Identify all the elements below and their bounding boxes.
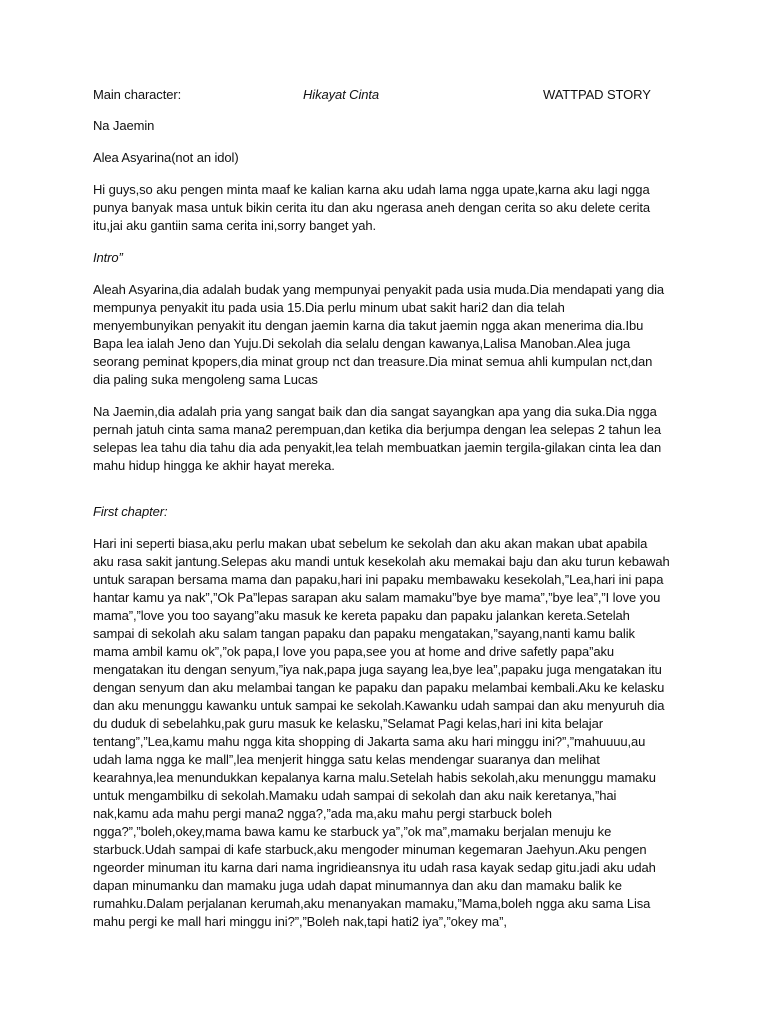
text-line: aku rasa sakit jantung.Selepas aku mandi untuk kesekolah aku memakai baju dan aku turun kebawah xyxy=(93,554,670,569)
text-line: mengatakan itu dengan senyum,”iya nak,papa juga sayang lea,bye lea”,papaku juga mengatakan itu xyxy=(93,662,662,677)
text-line: sampai di sekolah aku salam tangan papaku dan papaku mengatakan,”sayang,nanti kamu balik xyxy=(93,626,635,641)
text-line: udah lama ngga ke mall”,lea menjerit hingga satu kelas mendengar suaranya dan melihat xyxy=(93,752,600,767)
main-character-label: Main character: xyxy=(93,87,182,102)
text-line: menyembunyikan penyakit itu dengan jaemin karna dia takut jaemin ngga akan menerima dia.Ibu xyxy=(93,318,644,333)
text-line: dapan minumanku dan mamaku juga udah dapat minumannya dan aku dan mamaku balik ke xyxy=(93,878,622,893)
text-line: untuk sarapan bersama mama dan papaku,hari ini papaku membawaku kesekolah,”Lea,hari ini papa xyxy=(93,572,664,587)
text-line: tentang”,”Lea,kamu mahu ngga kita shopping di Jakarta sama aku hari minggu ini?”,”mahuuuu,au xyxy=(93,734,646,749)
text-line: Hi guys,so aku pengen minta maaf ke kalian karna aku udah lama ngga upate,karna aku lagi ngga xyxy=(93,182,650,197)
text-line: nak,kamu ada mahu pergi mana2 ngga?,”ada ma,aku mahu pergi starbuck boleh xyxy=(93,806,552,821)
author-note xyxy=(93,181,673,235)
text-line: mama”,”love you too sayang”aku masuk ke kereta papaku dan papaku jalankan kereta.Setelah xyxy=(93,608,630,623)
text-line: selepas lea tahu dia tahu dia ada penyakit,lea telah membuatkan jaemin tergila-gilakan cinta lea dan xyxy=(93,440,662,455)
text-line: du duduk di sebelahku,pak guru masuk ke kelasku,”Selamat Pagi kelas,hari ini kita belajar xyxy=(93,716,603,731)
text-line: Na Jaemin,dia adalah pria yang sangat baik dan dia sangat sayangkan apa yang dia suka.Dia ngga xyxy=(93,404,657,419)
story-title: Hikayat Cinta xyxy=(303,87,380,102)
chapter-heading: First chapter: xyxy=(93,504,168,519)
text-line: Bapa lea ialah Jeno dan Yuju.Di sekolah dia selalu dengan kawanya,Lalisa Manoban.Alea juga xyxy=(93,336,631,351)
text-line: mahu hidup hingga ke akhir hayat mereka. xyxy=(93,458,335,473)
text-line: untuk mengambilku di sekolah.Mamaku udah sampai di sekolah dan aku naik keretanya,”hai xyxy=(93,788,617,803)
text-line: dengan senyum dan aku melambai tangan ke papaku dan papaku melambai kembali.Aku ke kelasku xyxy=(93,680,665,695)
document-header xyxy=(93,86,673,104)
story-source: WATTPAD STORY xyxy=(543,87,651,102)
intro-heading: Intro” xyxy=(93,250,123,265)
intro-paragraph-1 xyxy=(93,281,673,389)
text-line: pernah jatuh cinta sama mana2 perempuan,dan ketika dia berjumpa dengan lea selepas 2 tahun lea xyxy=(93,422,662,437)
text-line: Aleah Asyarina,dia adalah budak yang mempunyai penyakit pada usia muda.Dia mendapati yang dia xyxy=(93,282,665,297)
text-line: mama ambil kamu ok”,”ok papa,I love you papa,see you at home and drive safetly papa”aku xyxy=(93,644,614,659)
text-line: mempunya penyakit itu pada usia 15.Dia perlu minum ubat sakit hari2 dan dia telah xyxy=(93,300,565,315)
text-line: ngga?”,”boleh,okey,mama bawa kamu ke starbuck ya”,”ok ma”,mamaku berjalan menuju ke xyxy=(93,824,612,839)
text-line: seorang peminat kpopers,dia minat group nct dan treasure.Dia minat semua ahli kumpulan nct,dan xyxy=(93,354,653,369)
chapter-body xyxy=(93,535,673,931)
text-line: starbuck.Udah sampai di kafe starbuck,aku mengoder minuman kegemaran Jaehyun.Aku pengen xyxy=(93,842,647,857)
text-line: itu,jai aku gantiin sama cerita ini,sorry banget yah. xyxy=(93,218,377,233)
text-line: hantar kamu ya nak”,”Ok Pa”lepas sarapan aku salam mamaku”bye bye mama”,”bye lea”,”I love you xyxy=(93,590,661,605)
text-line: punya banyak masa untuk bikin cerita itu dan aku ngerasa aneh dengan cerita so aku delete cerita xyxy=(93,200,650,215)
text-line: ngeorder minuman itu karna dari nama ingridieansnya itu udah rasa kayak sedap gitu.jadi aku udah xyxy=(93,860,656,875)
document-page xyxy=(93,86,673,945)
intro-paragraph-2 xyxy=(93,403,673,475)
text-line: dan aku menunggu kawanku untuk sampai ke sekolah.Kawanku udah sampai dan aku menyuruh dia xyxy=(93,698,665,713)
character-2: Alea Asyarina(not an idol) xyxy=(93,150,239,165)
text-line: kearahnya,lea menundukkan kepalanya karna malu.Setelah habis sekolah,aku menunggu mamaku xyxy=(93,770,656,785)
character-1: Na Jaemin xyxy=(93,118,155,133)
text-line: dia paling suka mengoleng sama Lucas xyxy=(93,372,318,387)
text-line: rumahku.Dalam perjalanan kerumah,aku menanyakan mamaku,”Mama,boleh ngga aku sama Lisa xyxy=(93,896,651,911)
text-line: Hari ini seperti biasa,aku perlu makan ubat sebelum ke sekolah dan aku akan makan ubat apabila xyxy=(93,536,648,551)
text-line: mahu pergi ke mall hari minggu ini?”,”Boleh nak,tapi hati2 iya”,”okey ma”, xyxy=(93,914,507,929)
